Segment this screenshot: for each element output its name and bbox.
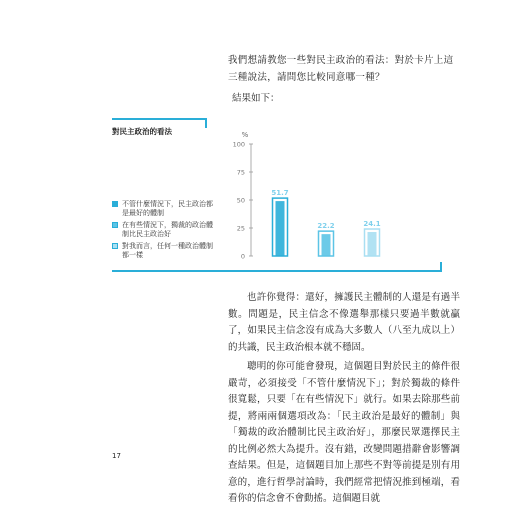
bar-chart — [225, 128, 405, 262]
data-label: 22.2 — [317, 222, 335, 231]
legend-label-2: 在有些情況下，獨裁的政治體制比民主政治好 — [122, 221, 213, 238]
data-label: 51.7 — [271, 189, 289, 198]
bar-fill — [276, 201, 285, 256]
legend-swatch-1 — [112, 201, 118, 207]
body-text — [228, 290, 460, 511]
legend-swatch-2 — [112, 222, 118, 228]
legend-swatch-3 — [112, 243, 118, 249]
y-tick-label: 100 — [232, 140, 245, 149]
bar-fill — [368, 232, 377, 256]
chart-top-rule — [112, 118, 207, 120]
y-tick-label: 25 — [236, 224, 245, 233]
result-label: 結果如下： — [232, 93, 280, 104]
data-label: 24.1 — [363, 220, 381, 229]
paragraph-2: 聰明的你可能會發現，這個題目對於民主的條件很嚴苛，必須接受「不管什麼情況下」；對於獨裁的條件很寬鬆，只要「在有些情況下」就行。如果去除那些前提，將兩兩個選項改為：「民主政治是最好的體制」與「獨裁的政治體制比民主政治好」，那麼民眾選擇民主的比例必然大為提升。沒有錯，改變問題措辭會影響調查結果。但是，這個題目加上那些不對等前提是別有用意的，進行哲學討論時，我們經常把情況推到極端，看看你的信念會不會動搖。這個題目就 — [228, 361, 460, 504]
chart-bottom-tick — [440, 262, 442, 272]
page-number: 17 — [112, 452, 121, 460]
legend-label-1: 不管什麼情況下，民主政治都是最好的體制 — [122, 200, 213, 217]
chart-top-tick — [205, 118, 207, 128]
y-tick-label: 50 — [236, 196, 245, 205]
y-tick-label: 0 — [240, 252, 245, 261]
chart-bottom-rule — [112, 270, 442, 272]
intro-question: 我們想請教您一些對民主政治的看法：對於卡片上這三種說法，請問您比較同意哪一種？ — [228, 55, 454, 83]
chart-title: 對民主政治的看法 — [112, 127, 172, 136]
paragraph-1: 也許你覺得：還好，擁護民主體制的人還是有過半數。問題是，民主信念不像選舉那樣只要過半數就贏了，如果民主信念沒有成為大多數人（八至九成以上）的共識，民主政治根本就不穩固。 — [228, 292, 460, 353]
y-axis-unit: % — [241, 131, 249, 139]
y-tick-label: 75 — [236, 168, 245, 177]
legend-label-3: 對我而言，任何一種政治體制都一樣 — [122, 242, 213, 259]
bar-fill — [322, 234, 331, 256]
